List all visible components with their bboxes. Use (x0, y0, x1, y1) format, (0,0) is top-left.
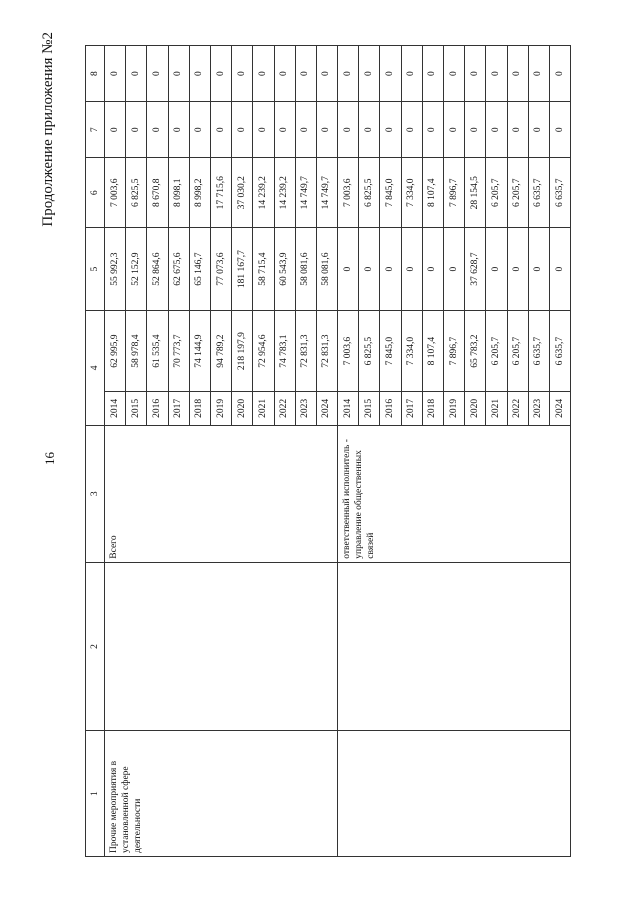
column-number-4: 4 (86, 311, 105, 426)
value-cell-c5: 0 (380, 228, 401, 311)
value-cell-c5: 58 081,6 (295, 228, 316, 311)
value-cell-c6: 7 003,6 (338, 158, 359, 228)
value-cell-c6: 8 107,4 (422, 158, 443, 228)
value-cell-c8: 0 (316, 46, 337, 102)
column-number-3: 3 (86, 425, 105, 562)
value-cell-c7: 0 (401, 102, 422, 158)
value-cell-c6: 8 098,1 (168, 158, 189, 228)
value-cell-c5: 0 (401, 228, 422, 311)
value-cell-c6: 6 205,7 (486, 158, 507, 228)
value-cell-c8: 0 (528, 46, 549, 102)
value-cell-c5: 37 628,7 (465, 228, 486, 311)
value-cell-c4: 6 635,7 (528, 311, 549, 392)
budget-table (85, 45, 571, 857)
value-cell-c5: 52 152,9 (126, 228, 147, 311)
value-cell-c6: 28 154,5 (465, 158, 486, 228)
value-cell-c4: 72 954,6 (253, 311, 274, 392)
value-cell-c7: 0 (168, 102, 189, 158)
year-cell: 2016 (147, 392, 168, 426)
value-cell-c4: 74 144,9 (189, 311, 210, 392)
year-cell: 2014 (105, 392, 126, 426)
value-cell-c5: 181 167,7 (232, 228, 253, 311)
value-cell-c6: 14 749,7 (316, 158, 337, 228)
year-cell: 2023 (295, 392, 316, 426)
column-number-2: 2 (86, 562, 105, 730)
value-cell-c5: 58 715,4 (253, 228, 274, 311)
value-cell-c8: 0 (486, 46, 507, 102)
year-cell: 2023 (528, 392, 549, 426)
value-cell-c4: 7 334,0 (401, 311, 422, 392)
value-cell-c4: 6 825,5 (359, 311, 380, 392)
value-cell-c8: 0 (126, 46, 147, 102)
value-cell-c4: 7 003,6 (338, 311, 359, 392)
value-cell-c5: 0 (549, 228, 570, 311)
value-cell-c4: 7 845,0 (380, 311, 401, 392)
value-cell-c8: 0 (338, 46, 359, 102)
value-cell-c7: 0 (422, 102, 443, 158)
value-cell-c4: 65 783,2 (465, 311, 486, 392)
value-cell-c8: 0 (147, 46, 168, 102)
value-cell-c8: 0 (465, 46, 486, 102)
value-cell-c7: 0 (359, 102, 380, 158)
value-cell-c7: 0 (316, 102, 337, 158)
value-cell-c6: 14 239,2 (274, 158, 295, 228)
column-number-6: 6 (86, 158, 105, 228)
column-number-5: 5 (86, 228, 105, 311)
value-cell-c7: 0 (147, 102, 168, 158)
table-row (105, 46, 126, 857)
executor-cell: Всего (105, 425, 338, 562)
measure-name-cell: Прочие мероприятия в установленной сфере деятельности (105, 731, 338, 857)
value-cell-c5: 62 675,6 (168, 228, 189, 311)
column-number-row (86, 46, 105, 857)
value-cell-c4: 58 978,4 (126, 311, 147, 392)
value-cell-c7: 0 (189, 102, 210, 158)
value-cell-c5: 0 (528, 228, 549, 311)
value-cell-c8: 0 (210, 46, 231, 102)
value-cell-c4: 6 635,7 (549, 311, 570, 392)
value-cell-c8: 0 (359, 46, 380, 102)
value-cell-c7: 0 (486, 102, 507, 158)
value-cell-c6: 6 635,7 (549, 158, 570, 228)
value-cell-c7: 0 (444, 102, 465, 158)
year-cell: 2020 (232, 392, 253, 426)
table-body (86, 46, 571, 857)
column-number-7: 7 (86, 102, 105, 158)
value-cell-c4: 72 831,3 (316, 311, 337, 392)
value-cell-c6: 8 670,8 (147, 158, 168, 228)
value-cell-c4: 72 831,3 (295, 311, 316, 392)
value-cell-c5: 77 073,6 (210, 228, 231, 311)
value-cell-c7: 0 (126, 102, 147, 158)
value-cell-c7: 0 (232, 102, 253, 158)
value-cell-c4: 218 197,9 (232, 311, 253, 392)
year-cell: 2021 (253, 392, 274, 426)
value-cell-c5: 0 (507, 228, 528, 311)
value-cell-c5: 60 543,9 (274, 228, 295, 311)
value-cell-c4: 8 107,4 (422, 311, 443, 392)
column-number-1: 1 (86, 731, 105, 857)
value-cell-c7: 0 (253, 102, 274, 158)
value-cell-c5: 0 (486, 228, 507, 311)
value-cell-c8: 0 (507, 46, 528, 102)
value-cell-c7: 0 (274, 102, 295, 158)
value-cell-c8: 0 (444, 46, 465, 102)
value-cell-c5: 55 992,3 (105, 228, 126, 311)
value-cell-c8: 0 (295, 46, 316, 102)
value-cell-c8: 0 (274, 46, 295, 102)
value-cell-c7: 0 (528, 102, 549, 158)
value-cell-c6: 14 239,2 (253, 158, 274, 228)
value-cell-c6: 6 635,7 (528, 158, 549, 228)
value-cell-c8: 0 (422, 46, 443, 102)
page-number: 16 (42, 452, 57, 465)
value-cell-c4: 61 535,4 (147, 311, 168, 392)
value-cell-c5: 0 (422, 228, 443, 311)
value-cell-c4: 6 205,7 (486, 311, 507, 392)
year-cell: 2019 (210, 392, 231, 426)
year-cell: 2020 (465, 392, 486, 426)
value-cell-c7: 0 (549, 102, 570, 158)
year-cell: 2021 (486, 392, 507, 426)
value-cell-c7: 0 (105, 102, 126, 158)
value-cell-c7: 0 (338, 102, 359, 158)
year-cell: 2017 (401, 392, 422, 426)
value-cell-c7: 0 (210, 102, 231, 158)
value-cell-c4: 62 995,9 (105, 311, 126, 392)
value-cell-c6: 7 003,6 (105, 158, 126, 228)
value-cell-c4: 70 773,7 (168, 311, 189, 392)
year-cell: 2022 (507, 392, 528, 426)
measure-name-cell (338, 731, 571, 857)
year-cell: 2018 (422, 392, 443, 426)
table-row (338, 46, 359, 857)
value-cell-c7: 0 (295, 102, 316, 158)
value-cell-c8: 0 (232, 46, 253, 102)
year-cell: 2017 (168, 392, 189, 426)
value-cell-c4: 94 789,2 (210, 311, 231, 392)
value-cell-c8: 0 (105, 46, 126, 102)
value-cell-c6: 7 896,7 (444, 158, 465, 228)
value-cell-c5: 0 (359, 228, 380, 311)
year-cell: 2019 (444, 392, 465, 426)
value-cell-c8: 0 (168, 46, 189, 102)
column-number-8: 8 (86, 46, 105, 102)
value-cell-c6: 14 749,7 (295, 158, 316, 228)
value-cell-c4: 74 783,1 (274, 311, 295, 392)
value-cell-c8: 0 (380, 46, 401, 102)
year-cell: 2015 (126, 392, 147, 426)
value-cell-c8: 0 (253, 46, 274, 102)
year-cell: 2016 (380, 392, 401, 426)
appendix-continuation-title: Продолжение приложения №2 (40, 32, 56, 227)
value-cell-c5: 0 (444, 228, 465, 311)
value-cell-c4: 7 896,7 (444, 311, 465, 392)
year-cell: 2014 (338, 392, 359, 426)
value-cell-c7: 0 (465, 102, 486, 158)
value-cell-c6: 7 334,0 (401, 158, 422, 228)
value-cell-c6: 6 205,7 (507, 158, 528, 228)
year-cell: 2022 (274, 392, 295, 426)
value-cell-c7: 0 (507, 102, 528, 158)
value-cell-c6: 37 030,2 (232, 158, 253, 228)
value-cell-c5: 65 146,7 (189, 228, 210, 311)
value-cell-c8: 0 (401, 46, 422, 102)
year-cell: 2024 (549, 392, 570, 426)
value-cell-c6: 6 825,5 (359, 158, 380, 228)
column-2-cell (338, 562, 571, 730)
value-cell-c8: 0 (189, 46, 210, 102)
value-cell-c5: 0 (338, 228, 359, 311)
value-cell-c6: 6 825,5 (126, 158, 147, 228)
value-cell-c6: 17 715,6 (210, 158, 231, 228)
value-cell-c4: 6 205,7 (507, 311, 528, 392)
value-cell-c6: 7 845,0 (380, 158, 401, 228)
year-cell: 2024 (316, 392, 337, 426)
year-cell: 2018 (189, 392, 210, 426)
year-cell: 2015 (359, 392, 380, 426)
value-cell-c7: 0 (380, 102, 401, 158)
value-cell-c5: 52 864,6 (147, 228, 168, 311)
column-2-cell (105, 562, 338, 730)
value-cell-c6: 8 998,2 (189, 158, 210, 228)
value-cell-c5: 58 081,6 (316, 228, 337, 311)
value-cell-c8: 0 (549, 46, 570, 102)
executor-cell: ответственный исполнитель - управление общественных связей (338, 425, 571, 562)
